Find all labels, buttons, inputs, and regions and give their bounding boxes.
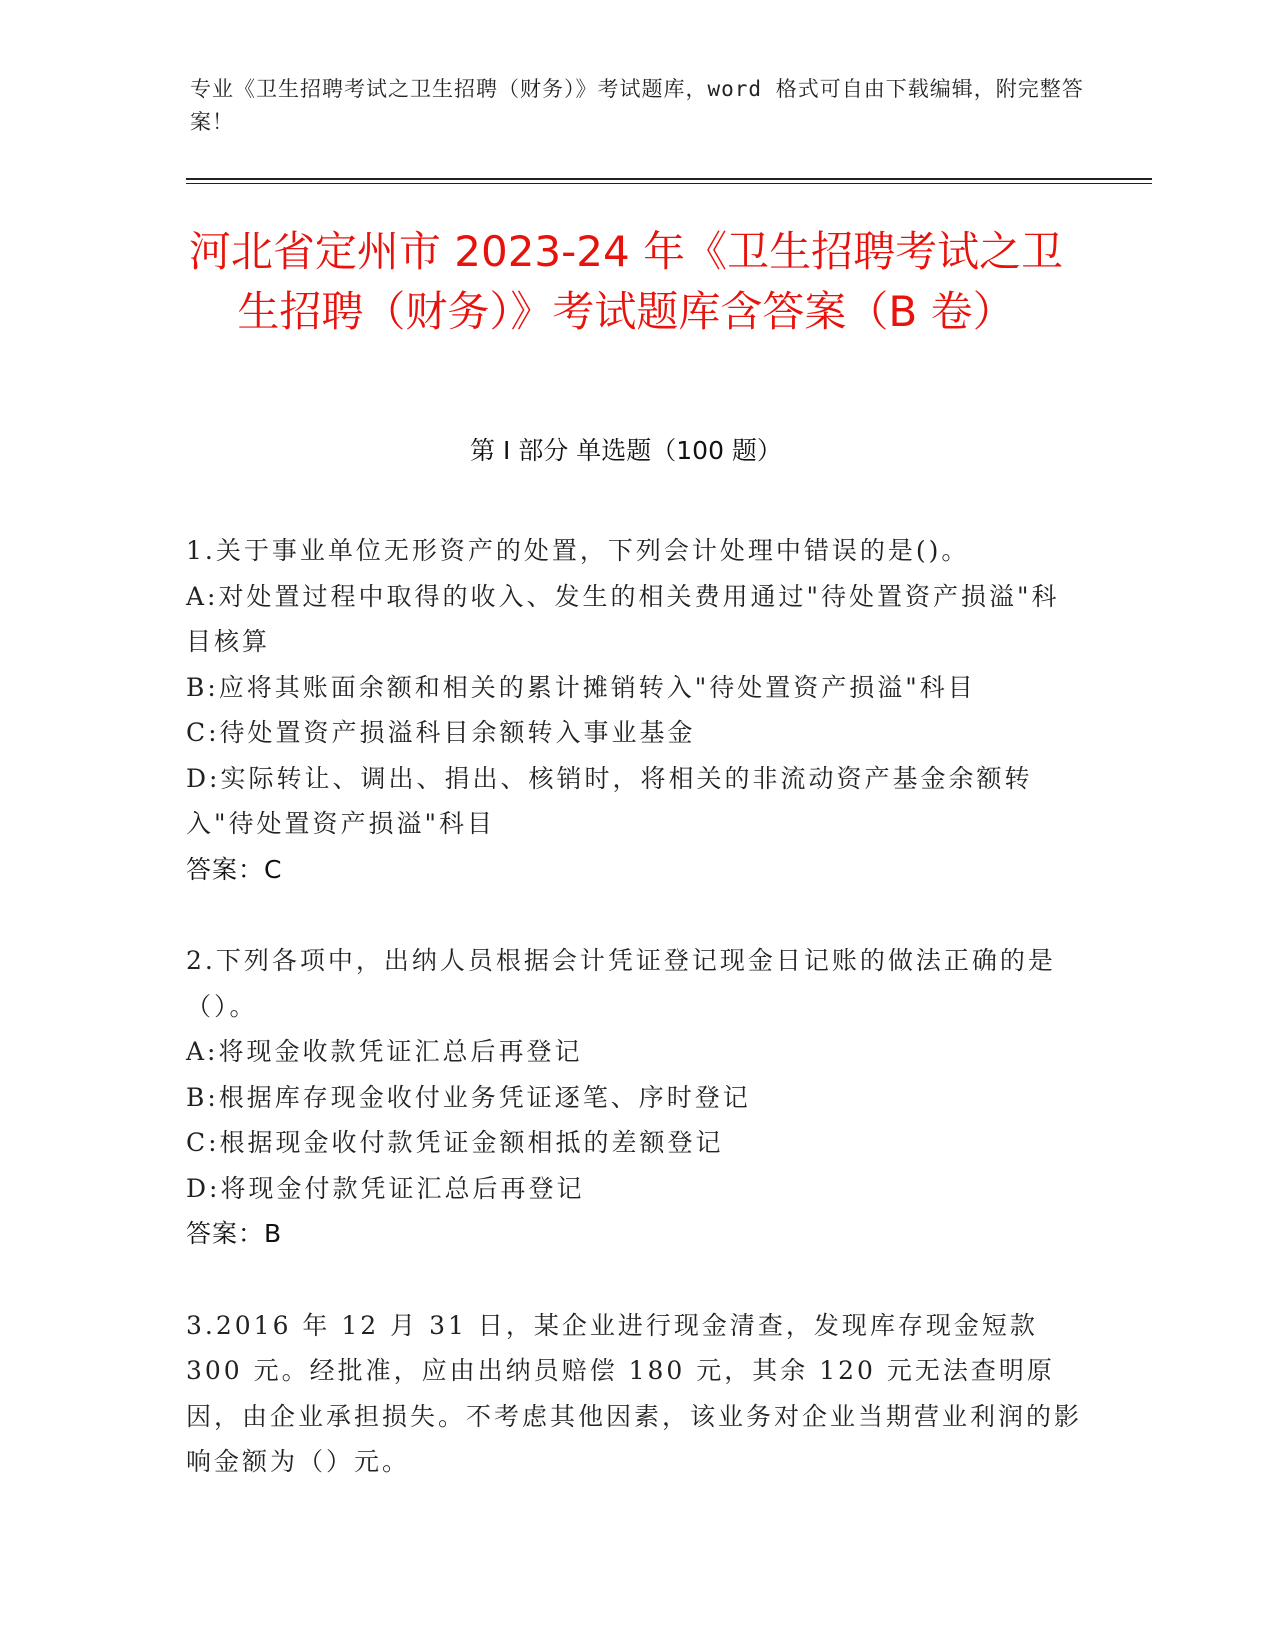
question-2 (186, 938, 1086, 1257)
header-note: 专业《卫生招聘考试之卫生招聘（财务）》考试题库，word 格式可自由下载编辑，附完整答案！ (190, 77, 1084, 134)
option-d: D:实际转让、调出、捐出、核销时，将相关的非流动资产基金余额转入"待处置资产损溢"科目 (186, 763, 1033, 838)
option-c: C:根据现金收付款凭证金额相抵的差额登记 (186, 1128, 724, 1157)
option-d: D:将现金付款凭证汇总后再登记 (186, 1173, 585, 1203)
answer: 答案：C (186, 854, 283, 884)
section-heading: 第 I 部分 单选题（100 题） (470, 436, 782, 465)
question-stem: 2.下列各项中，出纳人员根据会计凭证登记现金日记账的做法正确的是（）。 (186, 946, 1056, 1021)
option-a: A:将现金收款凭证汇总后再登记 (186, 1037, 583, 1066)
header-divider-thin (186, 183, 1152, 184)
question-stem: 3.2016 年 12 月 31 日，某企业进行现金清查，发现库存现金短款 300 元。经批准，应由出纳员赔偿 180 元，其余 120 元无法查明原因，由企业承担损失。不考虑其他因素，该业务对企业当期营业利润的影响金额为（）元。 (186, 1310, 1083, 1476)
answer: 答案：B (186, 1219, 283, 1248)
question-stem: 1.关于事业单位无形资产的处置，下列会计处理中错误的是()。 (186, 536, 970, 565)
question-list (186, 528, 1086, 1531)
option-a: A:对处置过程中取得的收入、发生的相关费用通过"待处置资产损溢"科目核算 (186, 581, 1060, 656)
document-title: 河北省定州市 2023-24 年《卫生招聘考试之卫生招聘（财务）》考试题库含答案（B 卷） (188, 227, 1064, 336)
header-divider (186, 178, 1152, 180)
option-b: B:应将其账面余额和相关的累计摊销转入"待处置资产损溢"科目 (186, 672, 976, 702)
option-b: B:根据库存现金收付业务凭证逐笔、序时登记 (186, 1082, 751, 1112)
question-1 (186, 528, 1086, 892)
question-3 (186, 1303, 1086, 1485)
option-c: C:待处置资产损溢科目余额转入事业基金 (186, 718, 696, 747)
